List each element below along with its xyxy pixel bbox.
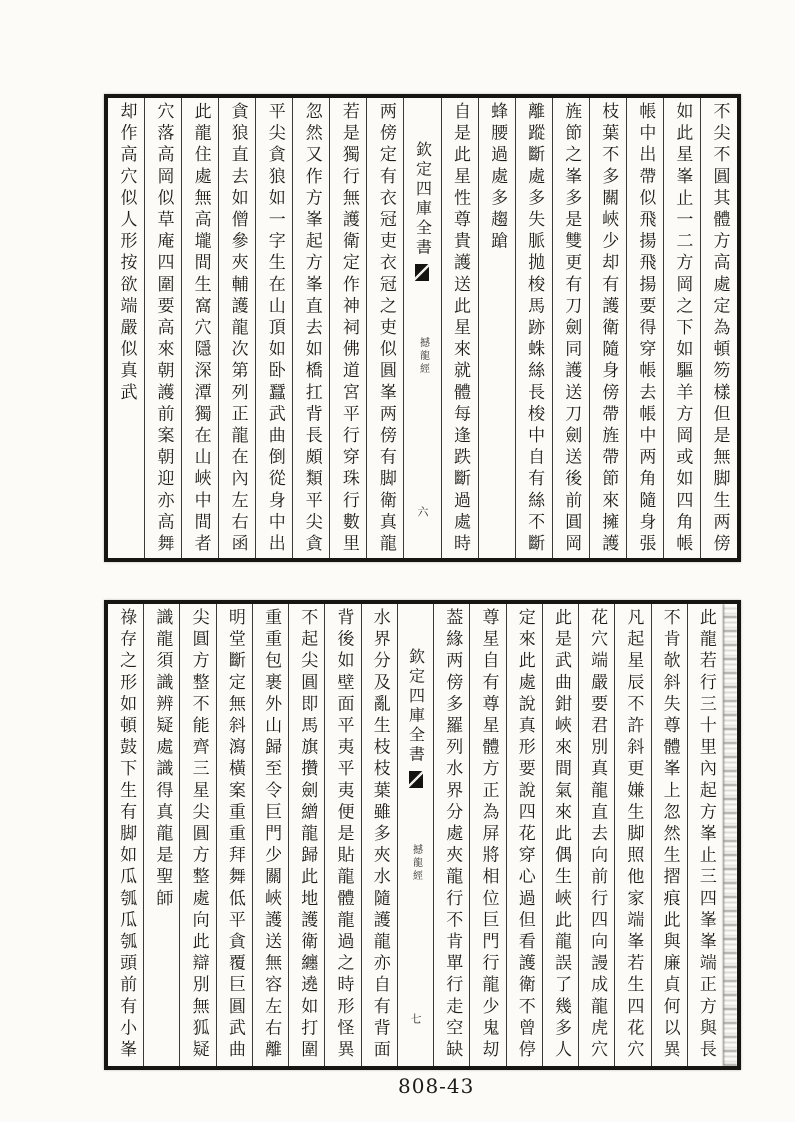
column-text: 枝葉不多關峽少却有護衛隨身傍帶旌帶節來擁護 [598,102,619,556]
column-text: 蜂腰過處多趨蹌 [487,102,508,254]
column-grid-upper [108,98,737,558]
text-column [578,604,614,1066]
text-column [469,604,505,1066]
text-column [441,98,478,558]
text-column [542,604,578,1066]
column-text: 自是此星性尊貴護送此星來就體每逢跌斷過處時 [450,102,471,556]
folio-number: 七 [409,1013,422,1024]
column-text: 明堂斷定無斜瀉橫案重重拜舞低平貪覆巨圓武曲 [224,608,245,1062]
column-text: 不尖不圓其體方高處定為頓笏樣但是無脚生两傍 [709,102,730,556]
text-column [108,98,144,558]
text-column [700,98,737,558]
text-column [589,98,626,558]
text-column [255,98,292,558]
column-text: 此龍住處無高壠間生窩穴隱深潭獨在山峽中間者 [190,102,211,556]
fishtail-icon [415,264,429,281]
column-text: 識龍須識辨疑處識得真龍是聖師 [152,608,173,911]
column-text: 两傍定有衣冠吏衣冠之吏似圓峯两傍有脚衛真龍 [375,102,396,556]
column-text: 尖圓方整不能齊三星尖圓方整處向此辯別無狐疑 [188,608,209,1062]
column-text: 不起尖圓即馬旗攢劍繒龍歸此地護衛纏遶如打圍 [297,608,318,1062]
column-text: 忽然又作方峯起方峯直去如橋扛背長頗類平尖貪 [301,102,322,556]
column-text: 不肯欹斜失尊體峯上忽然生摺痕此與廉貞何以異 [659,608,680,1062]
text-column [288,604,324,1066]
column-text: 尊星自有尊星體方正為屏將相位巨門行龍少鬼刧 [478,608,499,1062]
column-text: 如此星峯止一二方岡之下如驅羊方岡或如四角帳 [672,102,693,556]
column-text: 若是獨行無護衛定作神祠佛道宮平行穿珠行數里 [338,102,359,556]
text-column [361,604,397,1066]
text-column [366,98,403,558]
column-text: 花穴端嚴要君別真龍直去向前行四向謾成龍虎穴 [587,608,608,1062]
column-text: 定來此處說真形要說四花穿心過但看護衛不曾停 [514,608,535,1062]
column-text: 水界分及亂生枝枝葉雖多夾水隨護龍亦自有背面 [369,608,390,1062]
fishtail-icon [409,771,423,788]
banxin-book-title: 撼龍經 [417,337,429,376]
column-text: 却作高穴似人形按欲端嚴似真武 [116,102,137,405]
column-text: 此龍若行三十里內起方峯止三四峯峯端正方與長 [695,608,716,1062]
column-text: 此是武曲鉗峽來間氣來此偶生峽此龍誤了幾多人 [550,608,571,1062]
banxin-column [397,604,433,1066]
banxin-column [403,98,440,558]
text-column [478,98,515,558]
folio-number: 六 [415,506,429,517]
column-text: 重重包裹外山歸至令巨門少關峽護送無容左右離 [261,608,282,1062]
column-text: 離蹤斷處多失脈拋梭馬跡蛛絲長梭中自有絲不斷 [524,102,545,556]
text-column [144,98,181,558]
text-column [651,604,687,1066]
text-column [614,604,650,1066]
column-text: 凡起星辰不許斜更嫌生脚照他家端峯若生四花穴 [623,608,644,1062]
column-grid-lower [108,604,737,1066]
column-text: 葢緣两傍多羅列水界分處夾龍行不肯單行走空缺 [442,608,463,1062]
column-text: 平尖貪狼如一字生在山頂如卧蠶武曲倒從身中出 [264,102,285,556]
text-column [292,98,329,558]
text-column [329,98,366,558]
text-column [108,604,143,1066]
text-column [626,98,663,558]
text-column [433,604,469,1066]
bleedthrough-smudge [723,604,737,1066]
folio-block-lower [104,600,741,1070]
column-text: 穴落高岡似草庵四圍要高來朝護前案朝迎亦高舞 [153,102,174,556]
text-column [515,98,552,558]
column-text: 旌節之峯多是雙更有刀劍同護送刀劍送後前圓岡 [561,102,582,556]
column-text: 帳中出帶似飛揚飛揚要得穿帳去帳中两角隨身張 [635,102,656,556]
text-column [181,98,218,558]
column-text: 貪狼直去如僧參夾輔護龍次第列正龍在內左右函 [227,102,248,556]
text-column [143,604,179,1066]
text-column [218,98,255,558]
column-text: 祿存之形如頓鼓下生有脚如瓜瓠瓜瓠頭前有小峯 [116,608,137,1062]
text-column [663,98,700,558]
banxin-collection-title: 欽定四庫全書 [413,141,433,258]
text-column [179,604,215,1066]
text-column [687,604,723,1066]
text-column [216,604,252,1066]
page-number-label: 808-43 [398,1074,475,1098]
banxin-book-title: 撼龍經 [410,844,422,883]
text-column [552,98,589,558]
column-text: 背後如壁面平夷平夷便是貼龍體龍過之時形怪異 [333,608,354,1062]
banxin-collection-title: 欽定四庫全書 [406,648,426,765]
text-column [252,604,288,1066]
folio-block-upper [104,94,741,562]
text-column [506,604,542,1066]
text-column [324,604,360,1066]
